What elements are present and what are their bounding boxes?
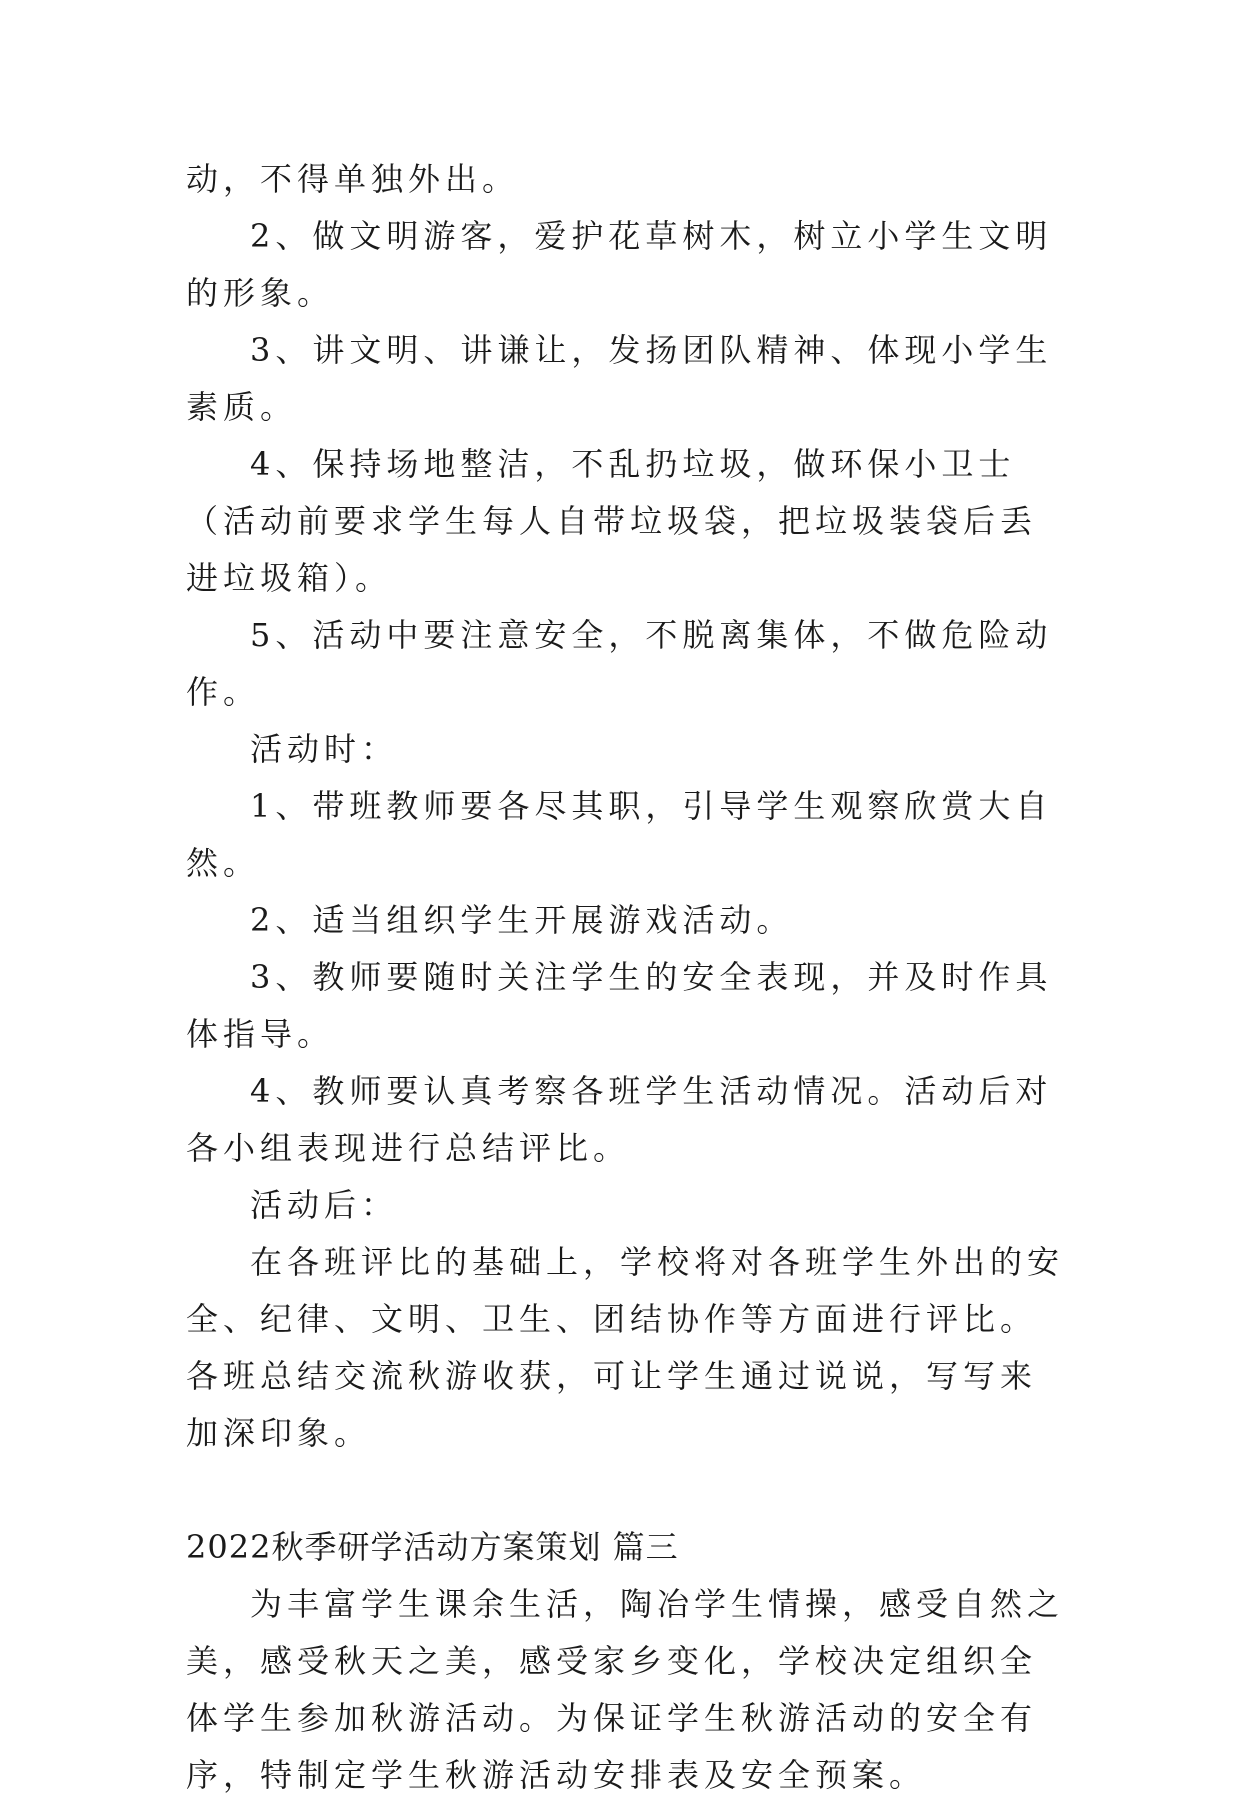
paragraph-during-2: 2、适当组织学生开展游戏活动。 — [250, 901, 794, 939]
section-spacer — [186, 1462, 1066, 1519]
paragraph-continuation: 动，不得单独外出。 — [186, 160, 520, 198]
paragraph-after-evaluation: 在各班评比的基础上，学校将对各班学生外出的安全、纪律、文明、卫生、团结协作等方面进行评比。各班总结交流秋游收获，可让学生通过说说，写写来加深印象。 — [186, 1243, 1065, 1452]
subheading-after-activity: 活动后： — [250, 1186, 399, 1224]
paragraph-during-4: 4、教师要认真考察各班学生活动情况。活动后对各小组表现进行总结评比。 — [186, 1072, 1053, 1167]
paragraph-during-3: 3、教师要随时关注学生的安全表现，并及时作具体指导。 — [186, 958, 1053, 1053]
paragraph-rule-5: 5、活动中要注意安全，不脱离集体，不做危险动作。 — [186, 616, 1053, 711]
paragraph-rule-2: 2、做文明游客，爱护花草树木，树立小学生文明的形象。 — [186, 217, 1053, 312]
document-body — [186, 151, 1066, 1804]
paragraph-rule-4: 4、保持场地整洁，不乱扔垃圾，做环保小卫士（活动前要求学生每人自带垃圾袋，把垃圾装袋后丢进垃圾箱）。 — [186, 445, 1038, 597]
paragraph-during-1: 1、带班教师要各尽其职，引导学生观察欣赏大自然。 — [186, 787, 1053, 882]
paragraph-intro: 为丰富学生课余生活，陶冶学生情操，感受自然之美，感受秋天之美，感受家乡变化，学校决定组织全体学生参加秋游活动。为保证学生秋游活动的安全有序，特制定学生秋游活动安排表及安全预案。 — [186, 1585, 1065, 1794]
paragraph-rule-3: 3、讲文明、讲谦让，发扬团队精神、体现小学生素质。 — [186, 331, 1053, 426]
section-heading: 2022秋季研学活动方案策划 篇三 — [186, 1528, 679, 1566]
subheading-during-activity: 活动时： — [250, 730, 399, 768]
